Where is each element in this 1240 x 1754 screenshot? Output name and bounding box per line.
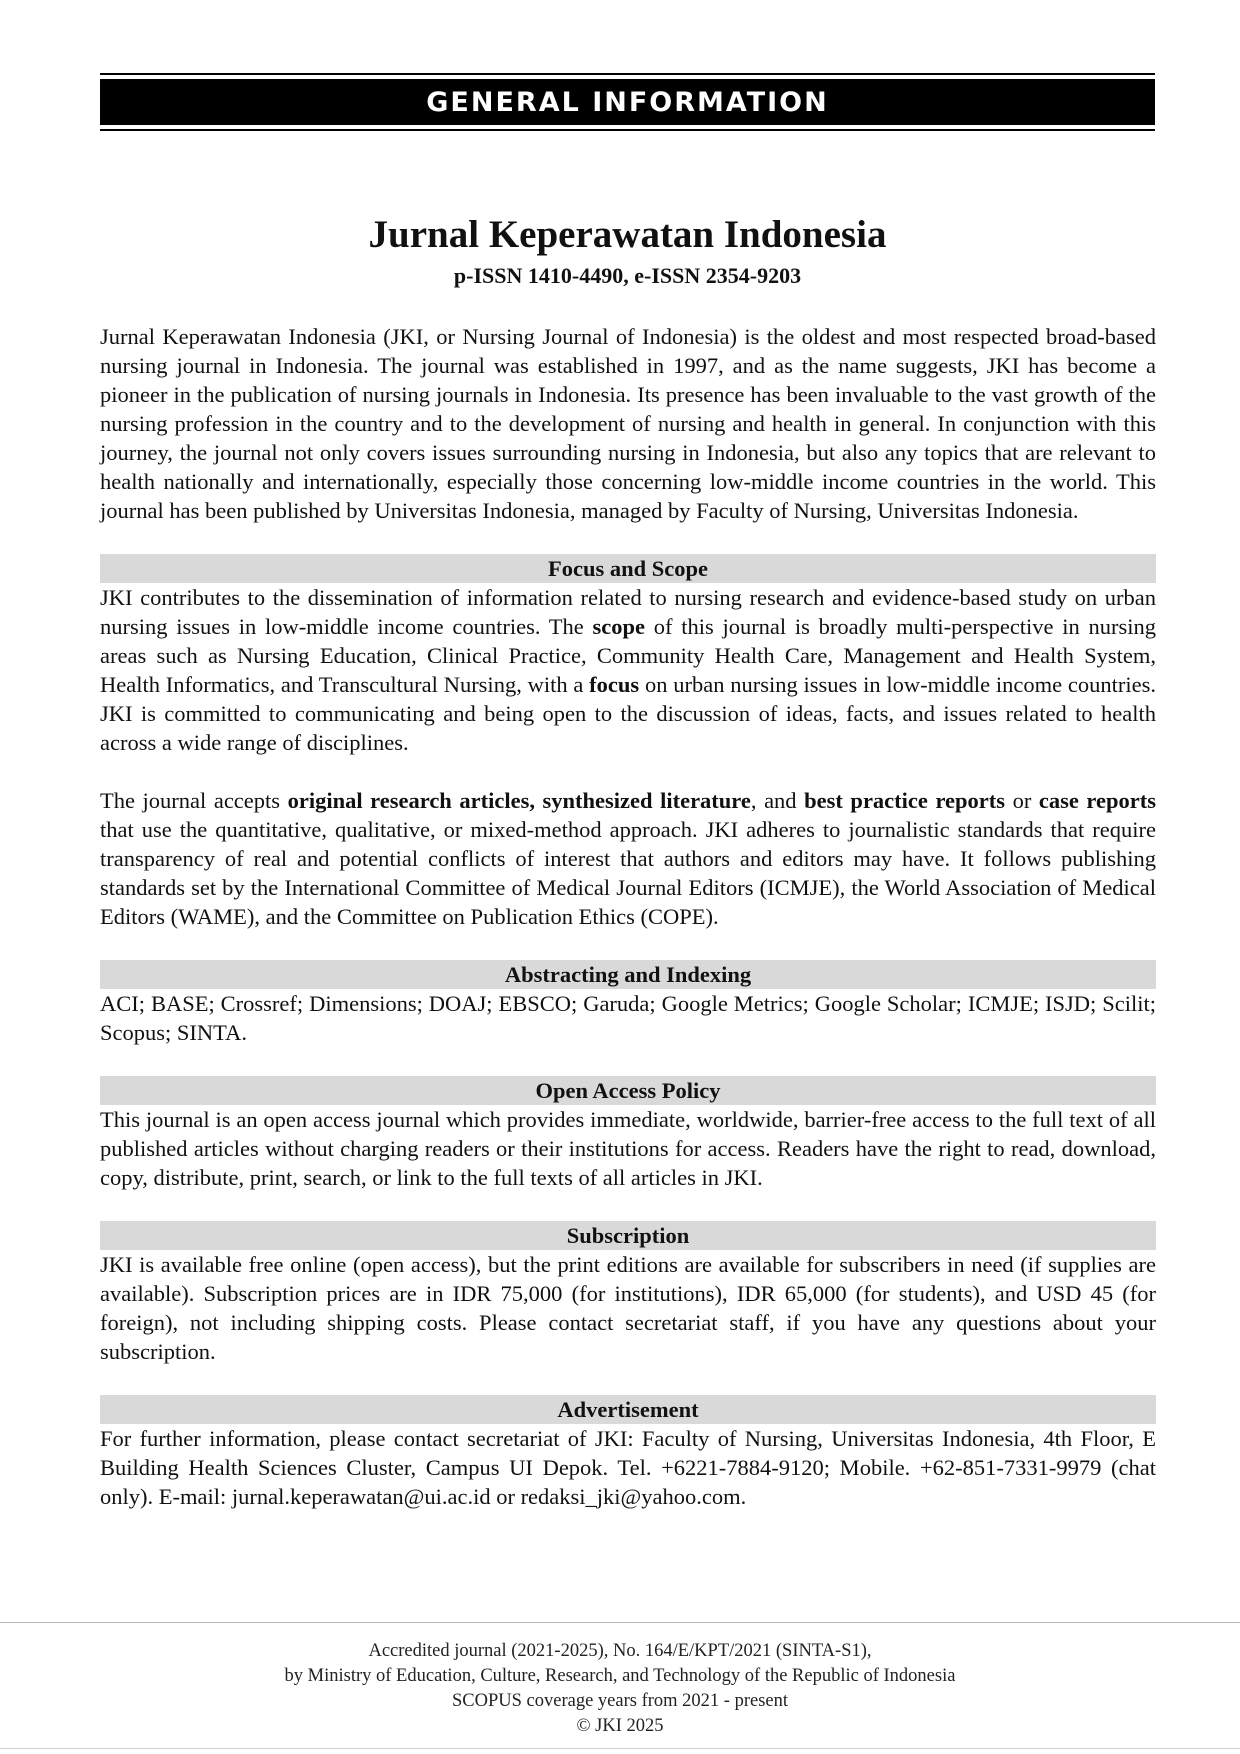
journal-issn: p-ISSN 1410-4490, e-ISSN 2354-9203 xyxy=(453,263,802,288)
footer-divider xyxy=(0,1622,1240,1623)
text-run: JKI contributes to the dissemination of information related to nursing research and evidence-based study on urban nursing issues in low-middle income countries. The xyxy=(100,585,1156,639)
bold-scope: scope xyxy=(592,614,645,639)
open-access-paragraph: This journal is an open access journal which provides immediate, worldwide, barrier-free access to the full text of all published articles without charging readers or their institutions for access. Readers have the right to read, download, copy, distribute, print, search, or link to the full texts of all articles in JKI. xyxy=(100,1107,1156,1190)
spacer xyxy=(100,1366,1156,1395)
bold-best-practice: best practice reports xyxy=(804,788,1006,813)
text-run: or xyxy=(1005,788,1039,813)
footer-accreditation: Accredited journal (2021-2025), No. 164/E/KPT/2021 (SINTA-S1), xyxy=(368,1641,872,1661)
bold-focus: focus xyxy=(589,672,640,697)
bold-case-reports: case reports xyxy=(1038,788,1156,813)
footer-bottom-divider xyxy=(0,1748,1240,1749)
text-run: of this journal is broadly multi-perspective in nursing areas such as Nursing Education, Clinical Practice, Community Health Care, Management and Health System, Health Informatics, and Transcultural Nursing, with a xyxy=(100,614,1157,697)
indexing-heading: Abstracting and Indexing xyxy=(100,960,1156,989)
text-run: , and xyxy=(750,788,805,813)
spacer xyxy=(100,931,1156,960)
journal-title: Jurnal Keperawatan Indonesia xyxy=(368,213,887,256)
focus-scope-heading: Focus and Scope xyxy=(100,554,1156,583)
subscription-paragraph: JKI is available free online (open access), but the print editions are available for subscribers in need (if supplies are available). Subscription prices are in IDR 75,000 (for institutions), IDR 65,000 (for students), and USD 45 (for foreign), not including shipping costs. Please contact secretariat staff, if you have any questions about your subscription. xyxy=(100,1252,1156,1364)
advertisement-paragraph: For further information, please contact secretariat of JKI: Faculty of Nursing, Universitas Indonesia, 4th Floor, E Building Health Sciences Cluster, Campus UI Depok. Tel. +6221-7884-9120; Mobile. +62-851-7331-9979 (chat only). E-mail: jurnal.keperawatan@ui.ac.id or redaksi_jki@yahoo.com. xyxy=(100,1426,1156,1509)
focus-scope-paragraph-2 xyxy=(100,786,1156,931)
banner-fill xyxy=(100,79,1155,125)
spacer xyxy=(100,1192,1156,1221)
open-access-heading: Open Access Policy xyxy=(100,1076,1156,1105)
main-content xyxy=(100,322,1156,1511)
footer-ministry: by Ministry of Education, Culture, Research, and Technology of the Republic of Indonesia xyxy=(284,1666,956,1686)
focus-scope-paragraph-1 xyxy=(100,583,1156,757)
spacer xyxy=(100,525,1156,554)
text-run: The journal accepts xyxy=(100,788,288,813)
advertisement-heading: Advertisement xyxy=(100,1395,1156,1424)
general-information-banner xyxy=(100,73,1155,131)
footer-scopus: SCOPUS coverage years from 2021 - present xyxy=(451,1691,788,1711)
footer-copyright: © JKI 2025 xyxy=(576,1716,664,1736)
intro-paragraph: Jurnal Keperawatan Indonesia (JKI, or Nursing Journal of Indonesia) is the oldest and most respected broad-based nursing journal in Indonesia. The journal was established in 1997, and as the name suggests, JKI has become a pioneer in the publication of nursing journals in Indonesia. Its presence has been invaluable to the vast growth of the nursing profession in the country and to the development of nursing and health in general. In conjunction with this journey, the journal not only covers issues surrounding nursing in Indonesia, but also any topics that are relevant to health nationally and internationally, especially those concerning low-middle income countries in the world. This journal has been published by Universitas Indonesia, managed by Faculty of Nursing, Universitas Indonesia. xyxy=(100,324,1156,523)
spacer xyxy=(100,1047,1156,1076)
bold-article-types: original research articles, synthesized literature xyxy=(287,788,751,813)
text-run: that use the quantitative, qualitative, or mixed-method approach. JKI adheres to journalistic standards that require transparency of real and potential conflicts of interest that authors and editors may have. It follows publishing standards set by the International Committee of Medical Journal Editors (ICMJE), the World Association of Medical Editors (WAME), and the Committee on Publication Ethics (COPE). xyxy=(100,817,1156,929)
footer xyxy=(0,1639,1240,1739)
subscription-heading: Subscription xyxy=(100,1221,1156,1250)
banner-title: GENERAL INFORMATION xyxy=(426,86,829,118)
spacer xyxy=(100,757,1156,786)
text-run: on urban nursing issues in low-middle income countries. JKI is committed to communicating and being open to the discussion of ideas, facts, and issues related to health across a wide range of disciplines. xyxy=(100,672,1156,755)
indexing-paragraph: ACI; BASE; Crossref; Dimensions; DOAJ; EBSCO; Garuda; Google Metrics; Google Scholar; ICMJE; ISJD; Scilit; Scopus; SINTA. xyxy=(100,991,1156,1045)
